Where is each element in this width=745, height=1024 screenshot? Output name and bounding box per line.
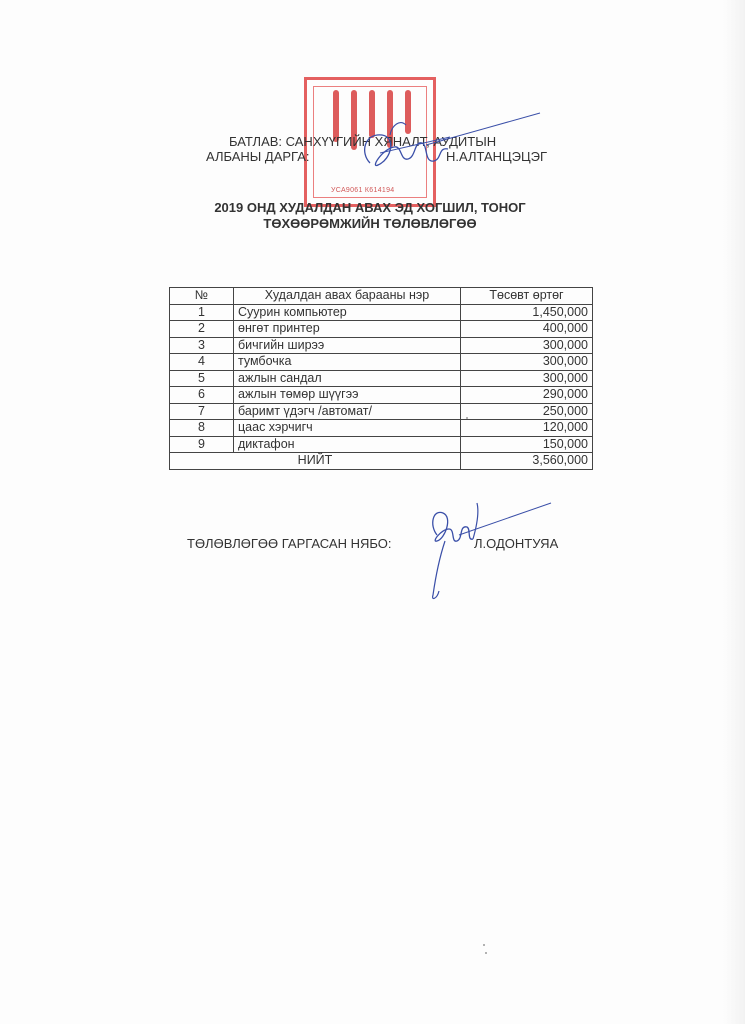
row-number: 1 (170, 304, 234, 321)
table-row (170, 370, 593, 387)
row-number: 2 (170, 321, 234, 338)
row-item-name: баримт үдэгч /автомат/ (234, 403, 461, 420)
table-row (170, 436, 593, 453)
header-item-name: Худалдан авах барааны нэр (234, 288, 461, 305)
row-item-name: бичгийн ширээ (234, 337, 461, 354)
document-title (150, 200, 590, 232)
row-cost: 250,000 (461, 403, 593, 420)
table-row (170, 321, 593, 338)
row-number: 8 (170, 420, 234, 437)
approver-name: Н.АЛТАНЦЭЦЭГ (446, 149, 548, 164)
table-row (170, 387, 593, 404)
table-row (170, 304, 593, 321)
row-item-name: тумбочка (234, 354, 461, 371)
seal-code-text: УСА9061 К614194 (331, 187, 395, 194)
header-budget-cost: Төсөвт өртөг (461, 288, 593, 305)
preparer-signature (415, 495, 555, 605)
row-number: 3 (170, 337, 234, 354)
title-line-2: ТӨХӨӨРӨМЖИЙН ТӨЛӨВЛӨГӨӨ (263, 216, 477, 231)
purchase-plan-table (169, 287, 593, 470)
scan-speck (485, 952, 487, 954)
table-row (170, 337, 593, 354)
row-item-name: ажлын сандал (234, 370, 461, 387)
approval-position-line: АЛБАНЫ ДАРГА: (206, 149, 310, 164)
row-item-name: цаас хэрчигч (234, 420, 461, 437)
scan-speck (466, 417, 468, 419)
total-value: 3,560,000 (461, 453, 593, 470)
title-line-1: 2019 ОНД ХУДАЛДАН АВАХ ЭД ХОГШИЛ, ТОНОГ (214, 200, 526, 215)
row-cost: 150,000 (461, 436, 593, 453)
row-item-name: Суурин компьютер (234, 304, 461, 321)
table-row (170, 354, 593, 371)
row-number: 6 (170, 387, 234, 404)
table-row (170, 420, 593, 437)
scan-speck (483, 944, 485, 946)
row-number: 9 (170, 436, 234, 453)
row-item-name: диктафон (234, 436, 461, 453)
row-cost: 290,000 (461, 387, 593, 404)
row-cost: 1,450,000 (461, 304, 593, 321)
total-label: НИЙТ (170, 453, 461, 470)
approval-title-line: БАТЛАВ: САНХҮҮГИЙН ХЯНАЛТ, АУДИТЫН (229, 134, 497, 149)
row-number: 4 (170, 354, 234, 371)
row-cost: 300,000 (461, 354, 593, 371)
row-cost: 120,000 (461, 420, 593, 437)
table-row (170, 403, 593, 420)
row-item-name: өнгөт принтер (234, 321, 461, 338)
prepared-by-name: Л.ОДОНТУЯА (474, 536, 559, 551)
row-cost: 300,000 (461, 337, 593, 354)
prepared-by-label: ТӨЛӨВЛӨГӨӨ ГАРГАСАН НЯБО: (187, 536, 392, 551)
approver-signature (330, 105, 548, 185)
table-header-row (170, 288, 593, 305)
header-number: № (170, 288, 234, 305)
row-number: 5 (170, 370, 234, 387)
table-total-row (170, 453, 593, 470)
row-item-name: ажлын төмөр шүүгээ (234, 387, 461, 404)
row-cost: 300,000 (461, 370, 593, 387)
row-number: 7 (170, 403, 234, 420)
row-cost: 400,000 (461, 321, 593, 338)
scan-edge-shadow (723, 0, 745, 1024)
